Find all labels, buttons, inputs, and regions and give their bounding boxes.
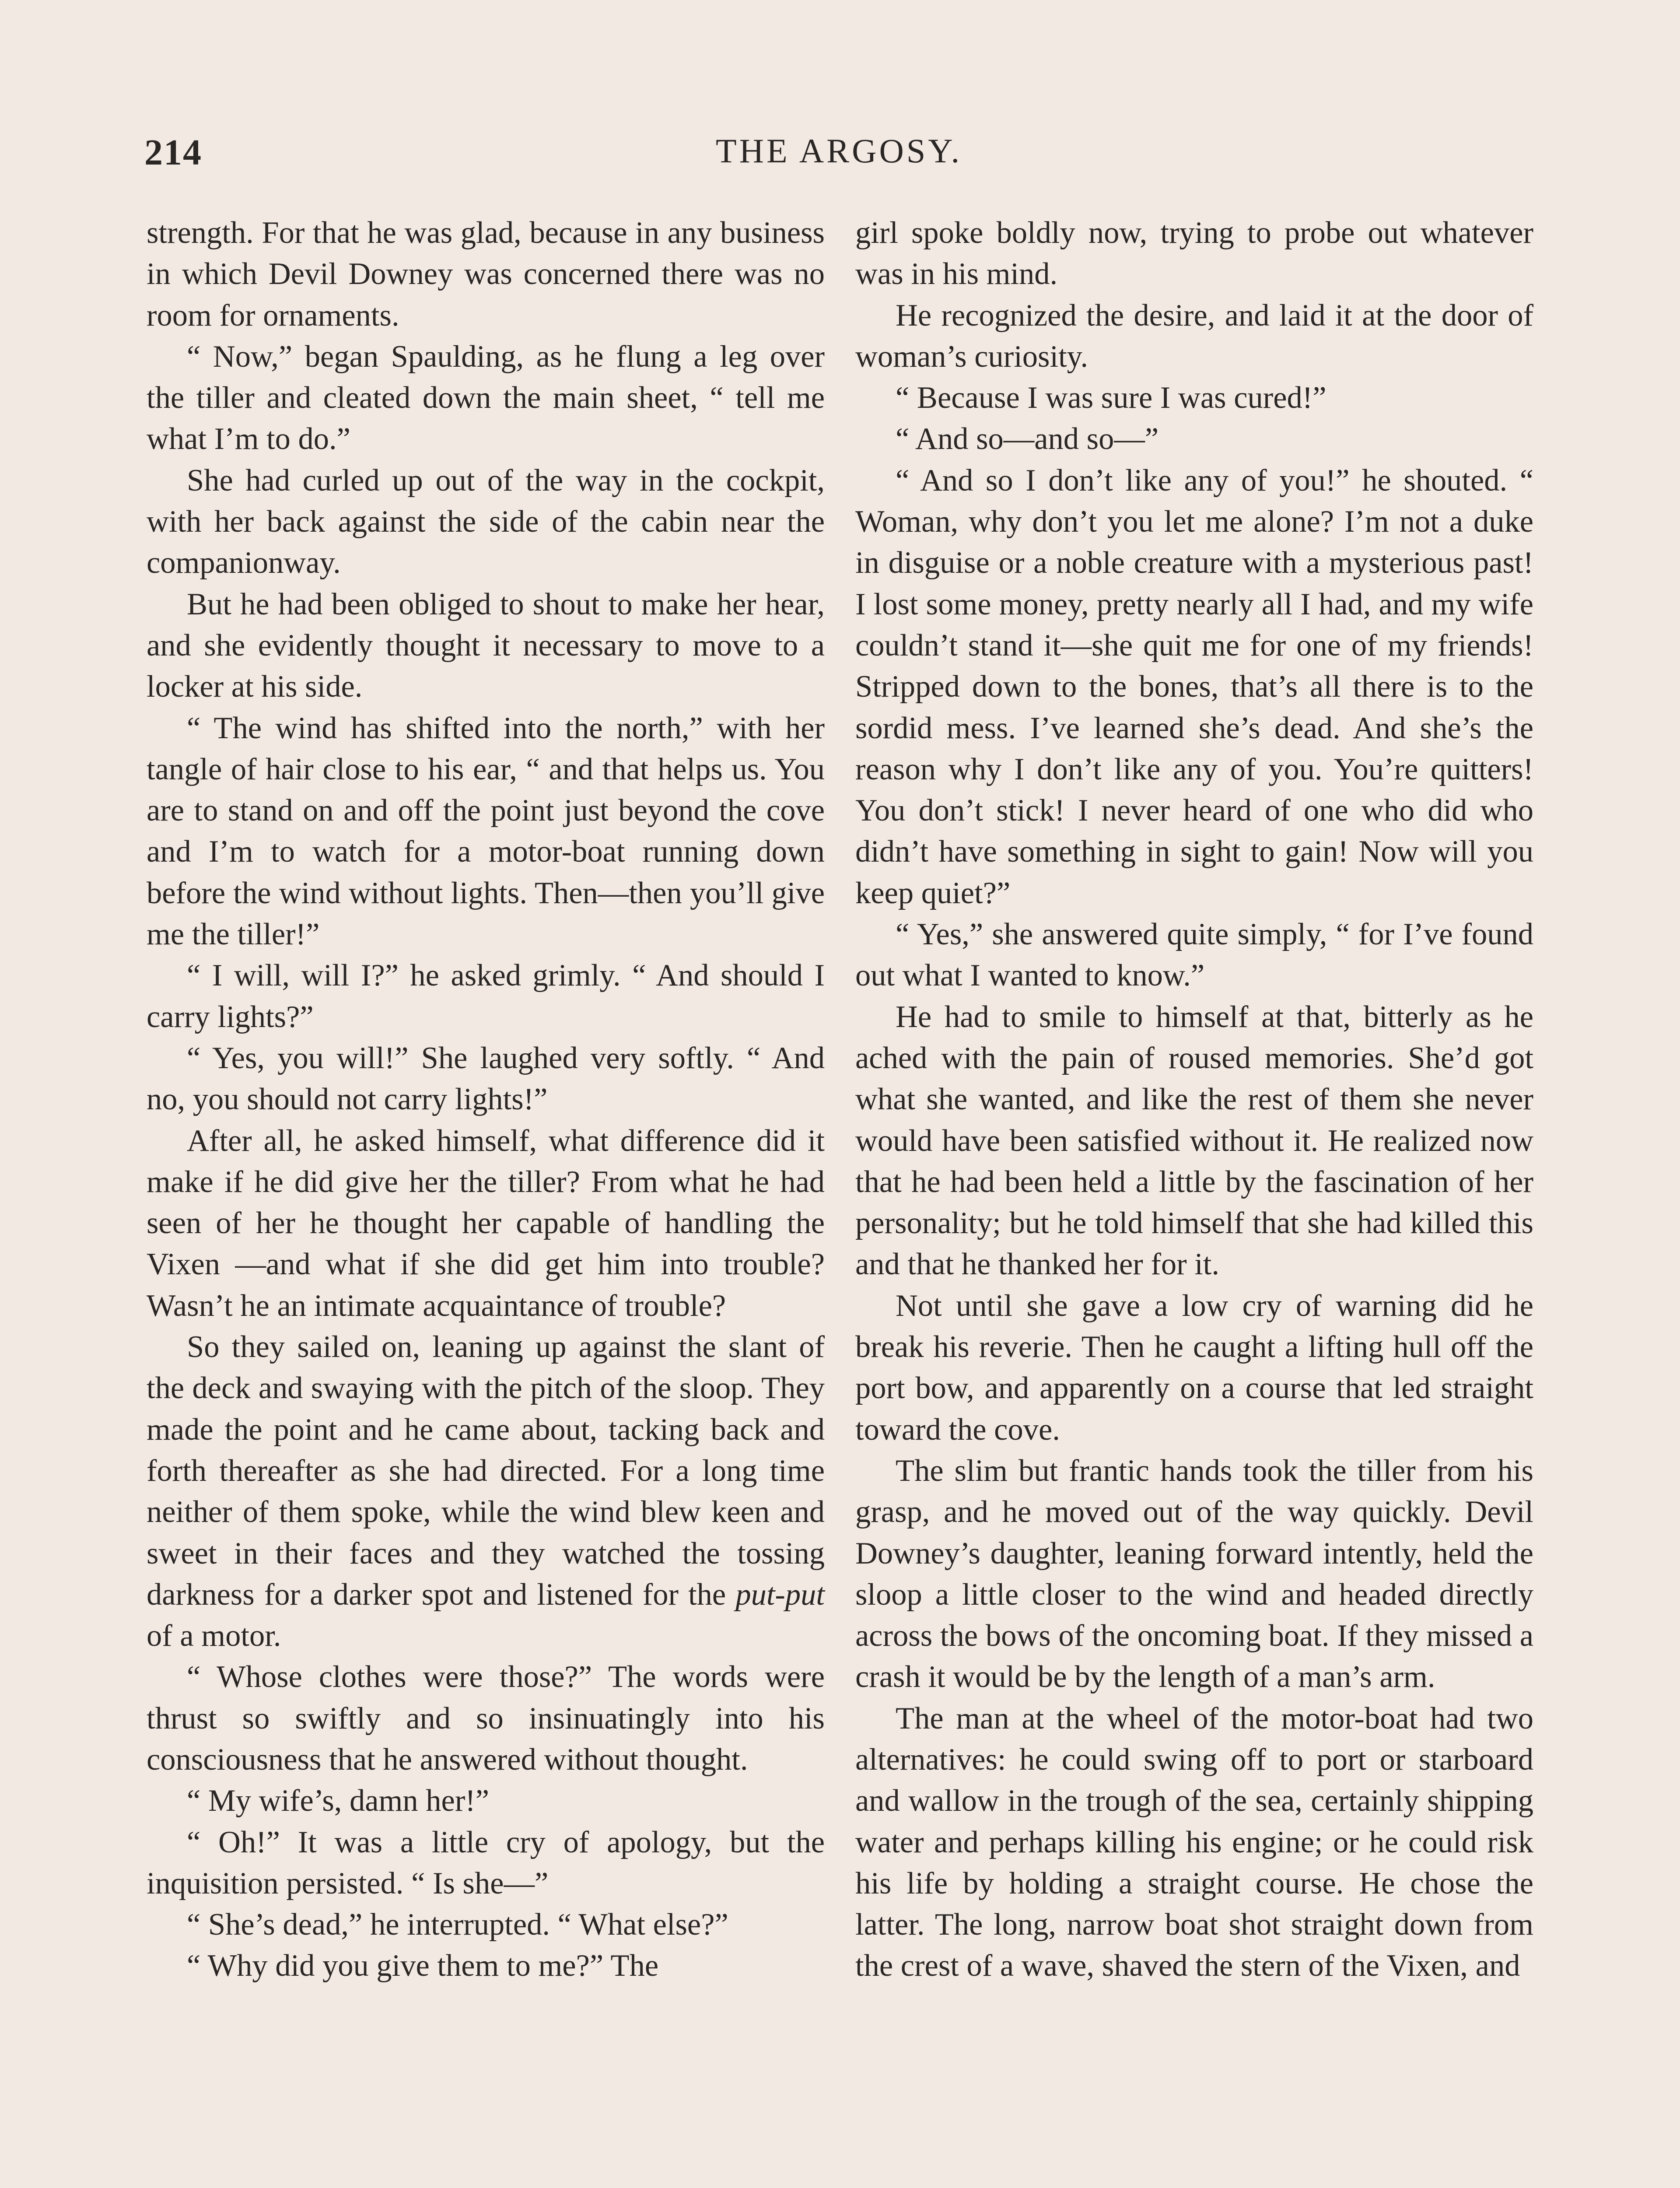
paragraph: Not until she gave a low cry of warning did he break his reverie. Then he caught a lifting hull off the port bow, and apparently on a course that led straight toward the cove.	[855, 1288, 1533, 1447]
paragraph: “ And so I don’t like any of you!” he shouted. “ Woman, why don’t you let me alone? I’m not a duke in disguise or a noble creature with a mysterious past! I lost some money, pretty nearly all I had, and my wife couldn’t stand it—she quit me for one of my friends! Stripped down to the bones, that’s all there is to the sordid mess. I’ve learned she’s dead. And she’s the reason why I don’t like any of you. You’re quitters! You don’t stick! I never heard of one who did who didn’t have something in sight to gain! Now will you keep quiet?”	[855, 463, 1533, 910]
paragraph: “ Yes,” she answered quite simply, “ for I’ve found out what I wanted to know.”	[855, 917, 1533, 993]
paragraph: He recognized the desire, and laid it at the door of woman’s curiosity.	[855, 298, 1533, 374]
page-number: 214	[144, 132, 202, 173]
paragraph: strength. For that he was glad, because in any business in which Devil Downey was concerned there was no room for ornaments.	[147, 216, 825, 333]
paragraph-text: of a motor.	[147, 1619, 281, 1653]
running-title: THE ARGOSY.	[716, 132, 962, 170]
paragraph: “ My wife’s, damn her!”	[187, 1784, 490, 1818]
paragraph: “ And so—and so—”	[896, 422, 1159, 456]
paragraph: After all, he asked himself, what difference did it make if he did give her the tiller? From what he had seen of her he thought her capable of handling the Vixen —and what if she did get him into trouble? Wasn’t he an intimate acquaintance of trouble?	[147, 1123, 825, 1323]
paragraph-text: So they sailed on, leaning up against the slant of the deck and swaying with the pitch of the sloop. They made the point and he came about, tacking back and forth thereafter as she had directed. For a long time neither of them spoke, while the wind blew keen and sweet in their faces and they watched the tossing darkness for a darker spot and listened for the	[147, 1330, 825, 1612]
paragraph: “ Now,” began Spaulding, as he flung a leg over the tiller and cleated down the main sheet, “ tell me what I’m to do.”	[147, 339, 825, 456]
paragraph: “ Why did you give them to me?” The	[187, 1949, 659, 1983]
paragraph: “ I will, will I?” he asked grimly. “ And should I carry lights?”	[147, 958, 825, 1034]
paragraph: But he had been obliged to shout to make her hear, and she evidently thought it necessary to move to a locker at his side.	[147, 587, 825, 704]
left-column	[147, 212, 825, 1987]
paragraph	[147, 1326, 825, 1656]
paragraph: “ Because I was sure I was cured!”	[896, 381, 1326, 415]
paragraph: The slim but frantic hands took the tiller from his grasp, and he moved out of the way quickly. Devil Downey’s daughter, leaning forward intently, held the sloop a little closer to the wind and headed directly across the bows of the oncoming boat. If they missed a crash it would be by the length of a man’s arm.	[855, 1453, 1533, 1694]
paragraph: He had to smile to himself at that, bitterly as he ached with the pain of roused memories. She’d got what she wanted, and like the rest of them she never would have been satisfied without it. He realized now that he had been held a little by the fascination of her personality; but he told himself that she had killed this and that he thanked her for it.	[855, 999, 1533, 1282]
paragraph: girl spoke boldly now, trying to probe out whatever was in his mind.	[855, 216, 1533, 291]
paragraph: She had curled up out of the way in the cockpit, with her back against the side of the cabin near the companionway.	[147, 463, 825, 580]
paragraph: “ Yes, you will!” She laughed very softly. “ And no, you should not carry lights!”	[147, 1041, 825, 1117]
right-column	[855, 212, 1533, 1987]
italic-text: put-put	[735, 1577, 825, 1612]
page-header	[144, 131, 1533, 179]
paragraph: “ The wind has shifted into the north,” with her tangle of hair close to his ear, “ and that helps us. You are to stand on and off the point just beyond the cove and I’m to watch for a motor-boat running down before the wind without lights. Then—then you’ll give me the tiller!”	[147, 711, 825, 952]
paragraph: “ Oh!” It was a little cry of apology, but the inquisition persisted. “ Is she—”	[147, 1825, 825, 1900]
paragraph: “ Whose clothes were those?” The words were thrust so swiftly and so insinuatingly into his consciousness that he answered without thought.	[147, 1660, 825, 1777]
paragraph: The man at the wheel of the motor-boat had two alternatives: he could swing off to port or starboard and wallow in the trough of the sea, certainly shipping water and perhaps killing his engine; or he could risk his life by holding a straight course. He chose the latter. The long, narrow boat shot straight down from the crest of a wave, shaved the stern of the Vixen, and	[855, 1701, 1533, 1983]
paragraph: “ She’s dead,” he interrupted. “ What else?”	[187, 1907, 728, 1942]
